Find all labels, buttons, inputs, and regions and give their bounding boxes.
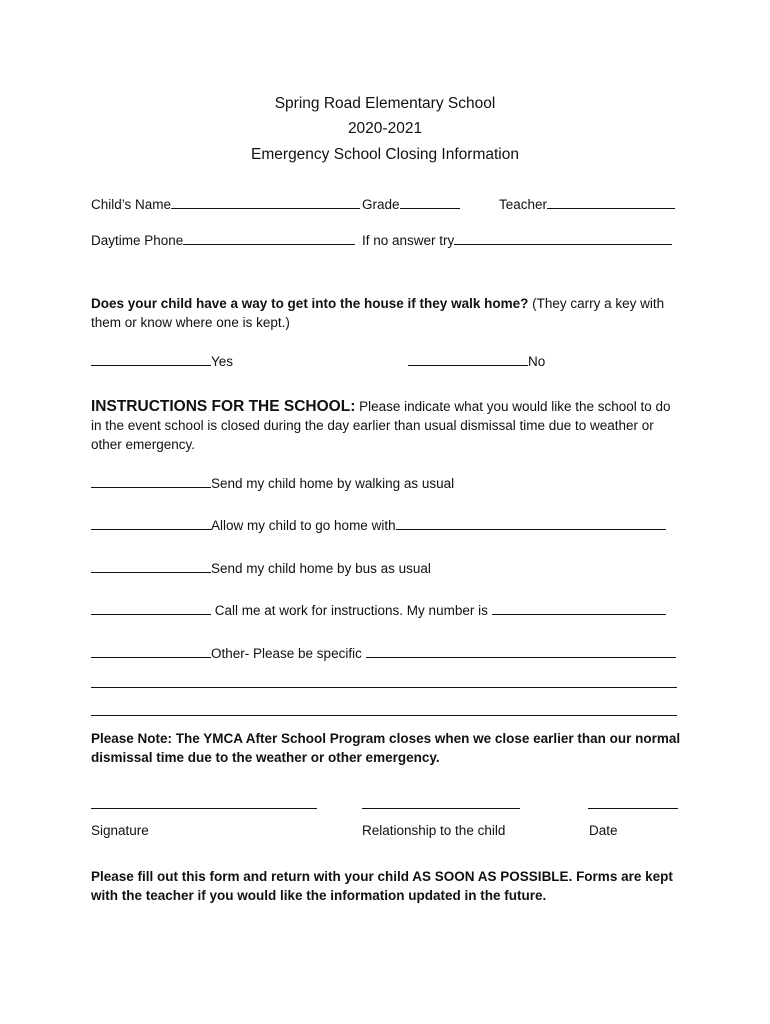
date-field[interactable] bbox=[588, 808, 678, 809]
child-name-field[interactable] bbox=[171, 196, 360, 209]
option-walk-label: Send my child home by walking as usual bbox=[211, 476, 455, 491]
no-answer-label: If no answer try bbox=[362, 233, 455, 248]
daytime-phone-label: Daytime Phone bbox=[91, 233, 184, 248]
other-line-1[interactable] bbox=[91, 687, 677, 688]
option-call bbox=[91, 602, 666, 618]
grade-label: Grade bbox=[362, 197, 400, 212]
option-other bbox=[91, 645, 676, 661]
teacher-field[interactable] bbox=[547, 196, 675, 209]
grade-field[interactable] bbox=[400, 196, 460, 209]
yes-option bbox=[91, 353, 233, 369]
no-label: No bbox=[528, 354, 546, 369]
option-call-label: Call me at work for instructions. My number is bbox=[211, 603, 492, 618]
instructions-block bbox=[91, 397, 681, 454]
option-call-field[interactable] bbox=[91, 602, 211, 615]
yes-label: Yes bbox=[211, 354, 234, 369]
instructions-heading: INSTRUCTIONS FOR THE SCHOOL: bbox=[91, 398, 356, 415]
school-year: 2020-2021 bbox=[347, 120, 423, 137]
option-allow bbox=[91, 517, 666, 533]
phone-row bbox=[91, 232, 355, 248]
other-specify-field[interactable] bbox=[366, 645, 676, 658]
option-other-label: Other- Please be specific bbox=[211, 646, 366, 661]
option-other-field[interactable] bbox=[91, 645, 211, 658]
instructions-text: Please indicate what you would like the school to do in the event school is closed during the day earlier than usual dismissal time due to weather or other emergency. bbox=[91, 399, 671, 452]
signature-label: Signature bbox=[91, 823, 149, 838]
work-number-field[interactable] bbox=[492, 602, 666, 615]
relationship-label: Relationship to the child bbox=[362, 823, 506, 838]
child-name-label: Child’s Name bbox=[91, 197, 172, 212]
key-question-rest: (They carry a key with them or know where one is kept.) bbox=[91, 296, 665, 330]
teacher-row bbox=[499, 196, 675, 212]
key-question-bold: Does your child have a way to get into the house if they walk home? bbox=[91, 296, 529, 311]
option-walk-field[interactable] bbox=[91, 475, 211, 488]
signature-field[interactable] bbox=[91, 808, 317, 809]
option-bus-label: Send my child home by bus as usual bbox=[211, 561, 431, 576]
form-title: Emergency School Closing Information bbox=[251, 146, 519, 163]
relationship-field[interactable] bbox=[362, 808, 520, 809]
yes-field[interactable] bbox=[91, 353, 211, 366]
other-line-2[interactable] bbox=[91, 715, 677, 716]
school-name: Spring Road Elementary School bbox=[274, 95, 496, 112]
teacher-label: Teacher bbox=[499, 197, 548, 212]
key-question bbox=[91, 294, 681, 332]
alt-contact-row bbox=[362, 232, 672, 248]
grade-row bbox=[362, 196, 460, 212]
no-answer-field[interactable] bbox=[454, 232, 672, 245]
option-bus bbox=[91, 560, 431, 576]
return-instructions: Please fill out this form and return with your child AS SOON AS POSSIBLE. Forms are kept with the teacher if you would like the information updated in the future. bbox=[91, 869, 673, 903]
option-allow-field[interactable] bbox=[91, 517, 211, 530]
option-bus-field[interactable] bbox=[91, 560, 211, 573]
no-field[interactable] bbox=[408, 353, 528, 366]
no-option bbox=[408, 353, 545, 369]
ymca-note: Please Note: The YMCA After School Program closes when we close earlier than our normal dismissal time due to the weather or other emergency. bbox=[91, 731, 681, 765]
child-name-row bbox=[91, 196, 360, 212]
option-walk bbox=[91, 475, 454, 491]
option-allow-label: Allow my child to go home with bbox=[211, 518, 396, 533]
allow-with-field[interactable] bbox=[396, 517, 666, 530]
date-label: Date bbox=[589, 823, 618, 838]
daytime-phone-field[interactable] bbox=[183, 232, 355, 245]
